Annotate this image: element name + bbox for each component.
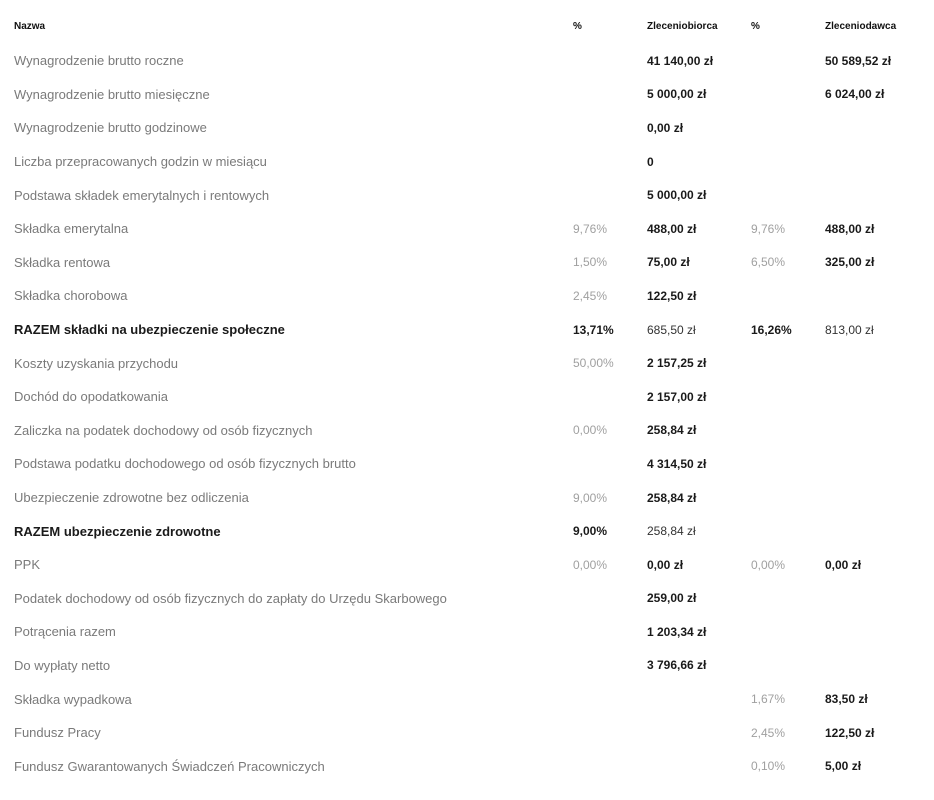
employer-percent xyxy=(751,514,825,548)
contractor-percent xyxy=(573,649,647,683)
employer-value xyxy=(825,649,934,683)
table-row xyxy=(0,145,934,179)
row-name: Podstawa składek emerytalnych i rentowych xyxy=(14,187,270,203)
contractor-percent xyxy=(573,44,647,78)
table-row xyxy=(0,279,934,313)
employer-percent xyxy=(751,279,825,313)
row-name: Podstawa podatku dochodowego od osób fizycznych brutto xyxy=(14,456,356,472)
row-name: RAZEM ubezpieczenie zdrowotne xyxy=(14,523,221,539)
table-row xyxy=(0,682,934,716)
employer-percent xyxy=(751,78,825,112)
employer-value: 325,00 zł xyxy=(825,255,875,270)
column-header-percent-employer: % xyxy=(751,20,760,32)
employer-value: 6 024,00 zł xyxy=(825,87,885,102)
table-row xyxy=(0,414,934,448)
table-row xyxy=(0,246,934,280)
contractor-value: 2 157,00 zł xyxy=(647,389,707,404)
employer-percent: 16,26% xyxy=(751,322,792,337)
employer-value xyxy=(825,615,934,649)
employer-percent: 0,10% xyxy=(751,759,786,774)
contractor-value: 4 314,50 zł xyxy=(647,456,707,471)
employer-value: 0,00 zł xyxy=(825,557,862,572)
employer-percent xyxy=(751,44,825,78)
employer-value xyxy=(825,380,934,414)
row-name: Liczba przepracowanych godzin w miesiącu xyxy=(14,154,267,170)
contractor-percent: 9,00% xyxy=(573,490,608,505)
column-header-name: Nazwa xyxy=(14,20,46,32)
employer-value xyxy=(825,582,934,616)
employer-value xyxy=(825,111,934,145)
employer-value xyxy=(825,346,934,380)
employer-percent xyxy=(751,145,825,179)
column-header-percent-contractor: % xyxy=(573,20,582,32)
contractor-percent xyxy=(573,749,647,783)
row-name: Składka emerytalna xyxy=(14,221,129,237)
employer-value xyxy=(825,414,934,448)
contractor-percent: 2,45% xyxy=(573,288,608,303)
row-name: Ubezpieczenie zdrowotne bez odliczenia xyxy=(14,490,249,506)
row-name: Potrącenia razem xyxy=(14,624,116,640)
table-header xyxy=(0,8,934,44)
table-row xyxy=(0,78,934,112)
contractor-value xyxy=(647,749,751,783)
employer-percent: 2,45% xyxy=(751,725,786,740)
employer-value xyxy=(825,514,934,548)
employer-value: 50 589,52 zł xyxy=(825,53,892,68)
table-row xyxy=(0,481,934,515)
employer-value: 813,00 zł xyxy=(825,322,874,337)
contractor-value: 41 140,00 zł xyxy=(647,53,714,68)
employer-value xyxy=(825,178,934,212)
employer-percent: 0,00% xyxy=(751,557,786,572)
table-row-total xyxy=(0,313,934,347)
contractor-percent xyxy=(573,716,647,750)
contractor-percent xyxy=(573,145,647,179)
row-name: Wynagrodzenie brutto miesięczne xyxy=(14,86,210,102)
contractor-value: 3 796,66 zł xyxy=(647,658,707,673)
contractor-value: 258,84 zł xyxy=(647,423,697,438)
contractor-value: 0,00 zł xyxy=(647,557,684,572)
row-name: Zaliczka na podatek dochodowy od osób fizycznych xyxy=(14,422,313,438)
employer-percent: 1,67% xyxy=(751,692,786,707)
contractor-percent: 50,00% xyxy=(573,356,614,371)
employer-percent: 9,76% xyxy=(751,221,786,236)
employer-percent xyxy=(751,414,825,448)
contractor-value: 258,84 zł xyxy=(647,524,696,539)
contractor-value: 122,50 zł xyxy=(647,288,697,303)
row-name: Fundusz Gwarantowanych Świadczeń Pracowniczych xyxy=(14,758,325,774)
contractor-value xyxy=(647,682,751,716)
contractor-value xyxy=(647,716,751,750)
employer-percent xyxy=(751,481,825,515)
row-name: Fundusz Pracy xyxy=(14,725,101,741)
employer-percent xyxy=(751,447,825,481)
table-row xyxy=(0,649,934,683)
column-header-contractor: Zleceniobiorca xyxy=(647,20,718,32)
employer-percent xyxy=(751,111,825,145)
employer-percent xyxy=(751,649,825,683)
employer-value xyxy=(825,145,934,179)
contractor-percent xyxy=(573,447,647,481)
table-row xyxy=(0,716,934,750)
salary-calculation-table xyxy=(0,8,934,783)
contractor-percent xyxy=(573,682,647,716)
employer-value: 122,50 zł xyxy=(825,725,875,740)
table-row xyxy=(0,749,934,783)
employer-value: 83,50 zł xyxy=(825,692,868,707)
contractor-percent: 9,76% xyxy=(573,221,608,236)
header-row xyxy=(0,8,934,44)
table-row xyxy=(0,111,934,145)
contractor-percent: 0,00% xyxy=(573,423,608,438)
contractor-percent: 1,50% xyxy=(573,255,608,270)
row-name: Składka wypadkowa xyxy=(14,691,132,707)
row-name: Do wypłaty netto xyxy=(14,657,111,673)
employer-value: 488,00 zł xyxy=(825,221,875,236)
table-row xyxy=(0,615,934,649)
contractor-value: 2 157,25 zł xyxy=(647,356,707,371)
contractor-percent: 9,00% xyxy=(573,524,608,539)
employer-value xyxy=(825,279,934,313)
employer-percent xyxy=(751,615,825,649)
contractor-percent xyxy=(573,178,647,212)
table-row xyxy=(0,582,934,616)
contractor-value: 0,00 zł xyxy=(647,120,684,135)
contractor-percent xyxy=(573,380,647,414)
contractor-percent xyxy=(573,78,647,112)
employer-value xyxy=(825,447,934,481)
row-name: RAZEM składki na ubezpieczenie społeczne xyxy=(14,322,285,338)
contractor-value: 75,00 zł xyxy=(647,255,690,270)
contractor-value: 1 203,34 zł xyxy=(647,624,707,639)
column-header-employer: Zleceniodawca xyxy=(825,20,897,32)
employer-value xyxy=(825,481,934,515)
contractor-percent: 0,00% xyxy=(573,557,608,572)
contractor-value: 258,84 zł xyxy=(647,490,697,505)
row-name: Składka rentowa xyxy=(14,254,111,270)
table-row xyxy=(0,346,934,380)
employer-percent xyxy=(751,178,825,212)
contractor-percent xyxy=(573,582,647,616)
row-name: Wynagrodzenie brutto godzinowe xyxy=(14,120,207,136)
contractor-percent xyxy=(573,615,647,649)
contractor-value: 0 xyxy=(647,154,654,169)
table-row xyxy=(0,447,934,481)
contractor-value: 5 000,00 zł xyxy=(647,87,707,102)
table-row xyxy=(0,212,934,246)
employer-percent xyxy=(751,346,825,380)
table-body xyxy=(0,44,934,783)
employer-percent: 6,50% xyxy=(751,255,786,270)
row-name: PPK xyxy=(14,557,41,573)
contractor-value: 488,00 zł xyxy=(647,221,697,236)
contractor-percent: 13,71% xyxy=(573,322,614,337)
table-row xyxy=(0,44,934,78)
row-name: Podatek dochodowy od osób fizycznych do zapłaty do Urzędu Skarbowego xyxy=(14,590,447,606)
table-row xyxy=(0,548,934,582)
employer-percent xyxy=(751,582,825,616)
row-name: Koszty uzyskania przychodu xyxy=(14,355,179,371)
employer-percent xyxy=(751,380,825,414)
table-row xyxy=(0,380,934,414)
row-name: Dochód do opodatkowania xyxy=(14,389,168,405)
table-row-total xyxy=(0,514,934,548)
row-name: Wynagrodzenie brutto roczne xyxy=(14,53,184,69)
table-row xyxy=(0,178,934,212)
contractor-value: 259,00 zł xyxy=(647,591,697,606)
contractor-value: 5 000,00 zł xyxy=(647,188,707,203)
contractor-value: 685,50 zł xyxy=(647,322,696,337)
contractor-percent xyxy=(573,111,647,145)
employer-value: 5,00 zł xyxy=(825,759,862,774)
row-name: Składka chorobowa xyxy=(14,288,128,304)
